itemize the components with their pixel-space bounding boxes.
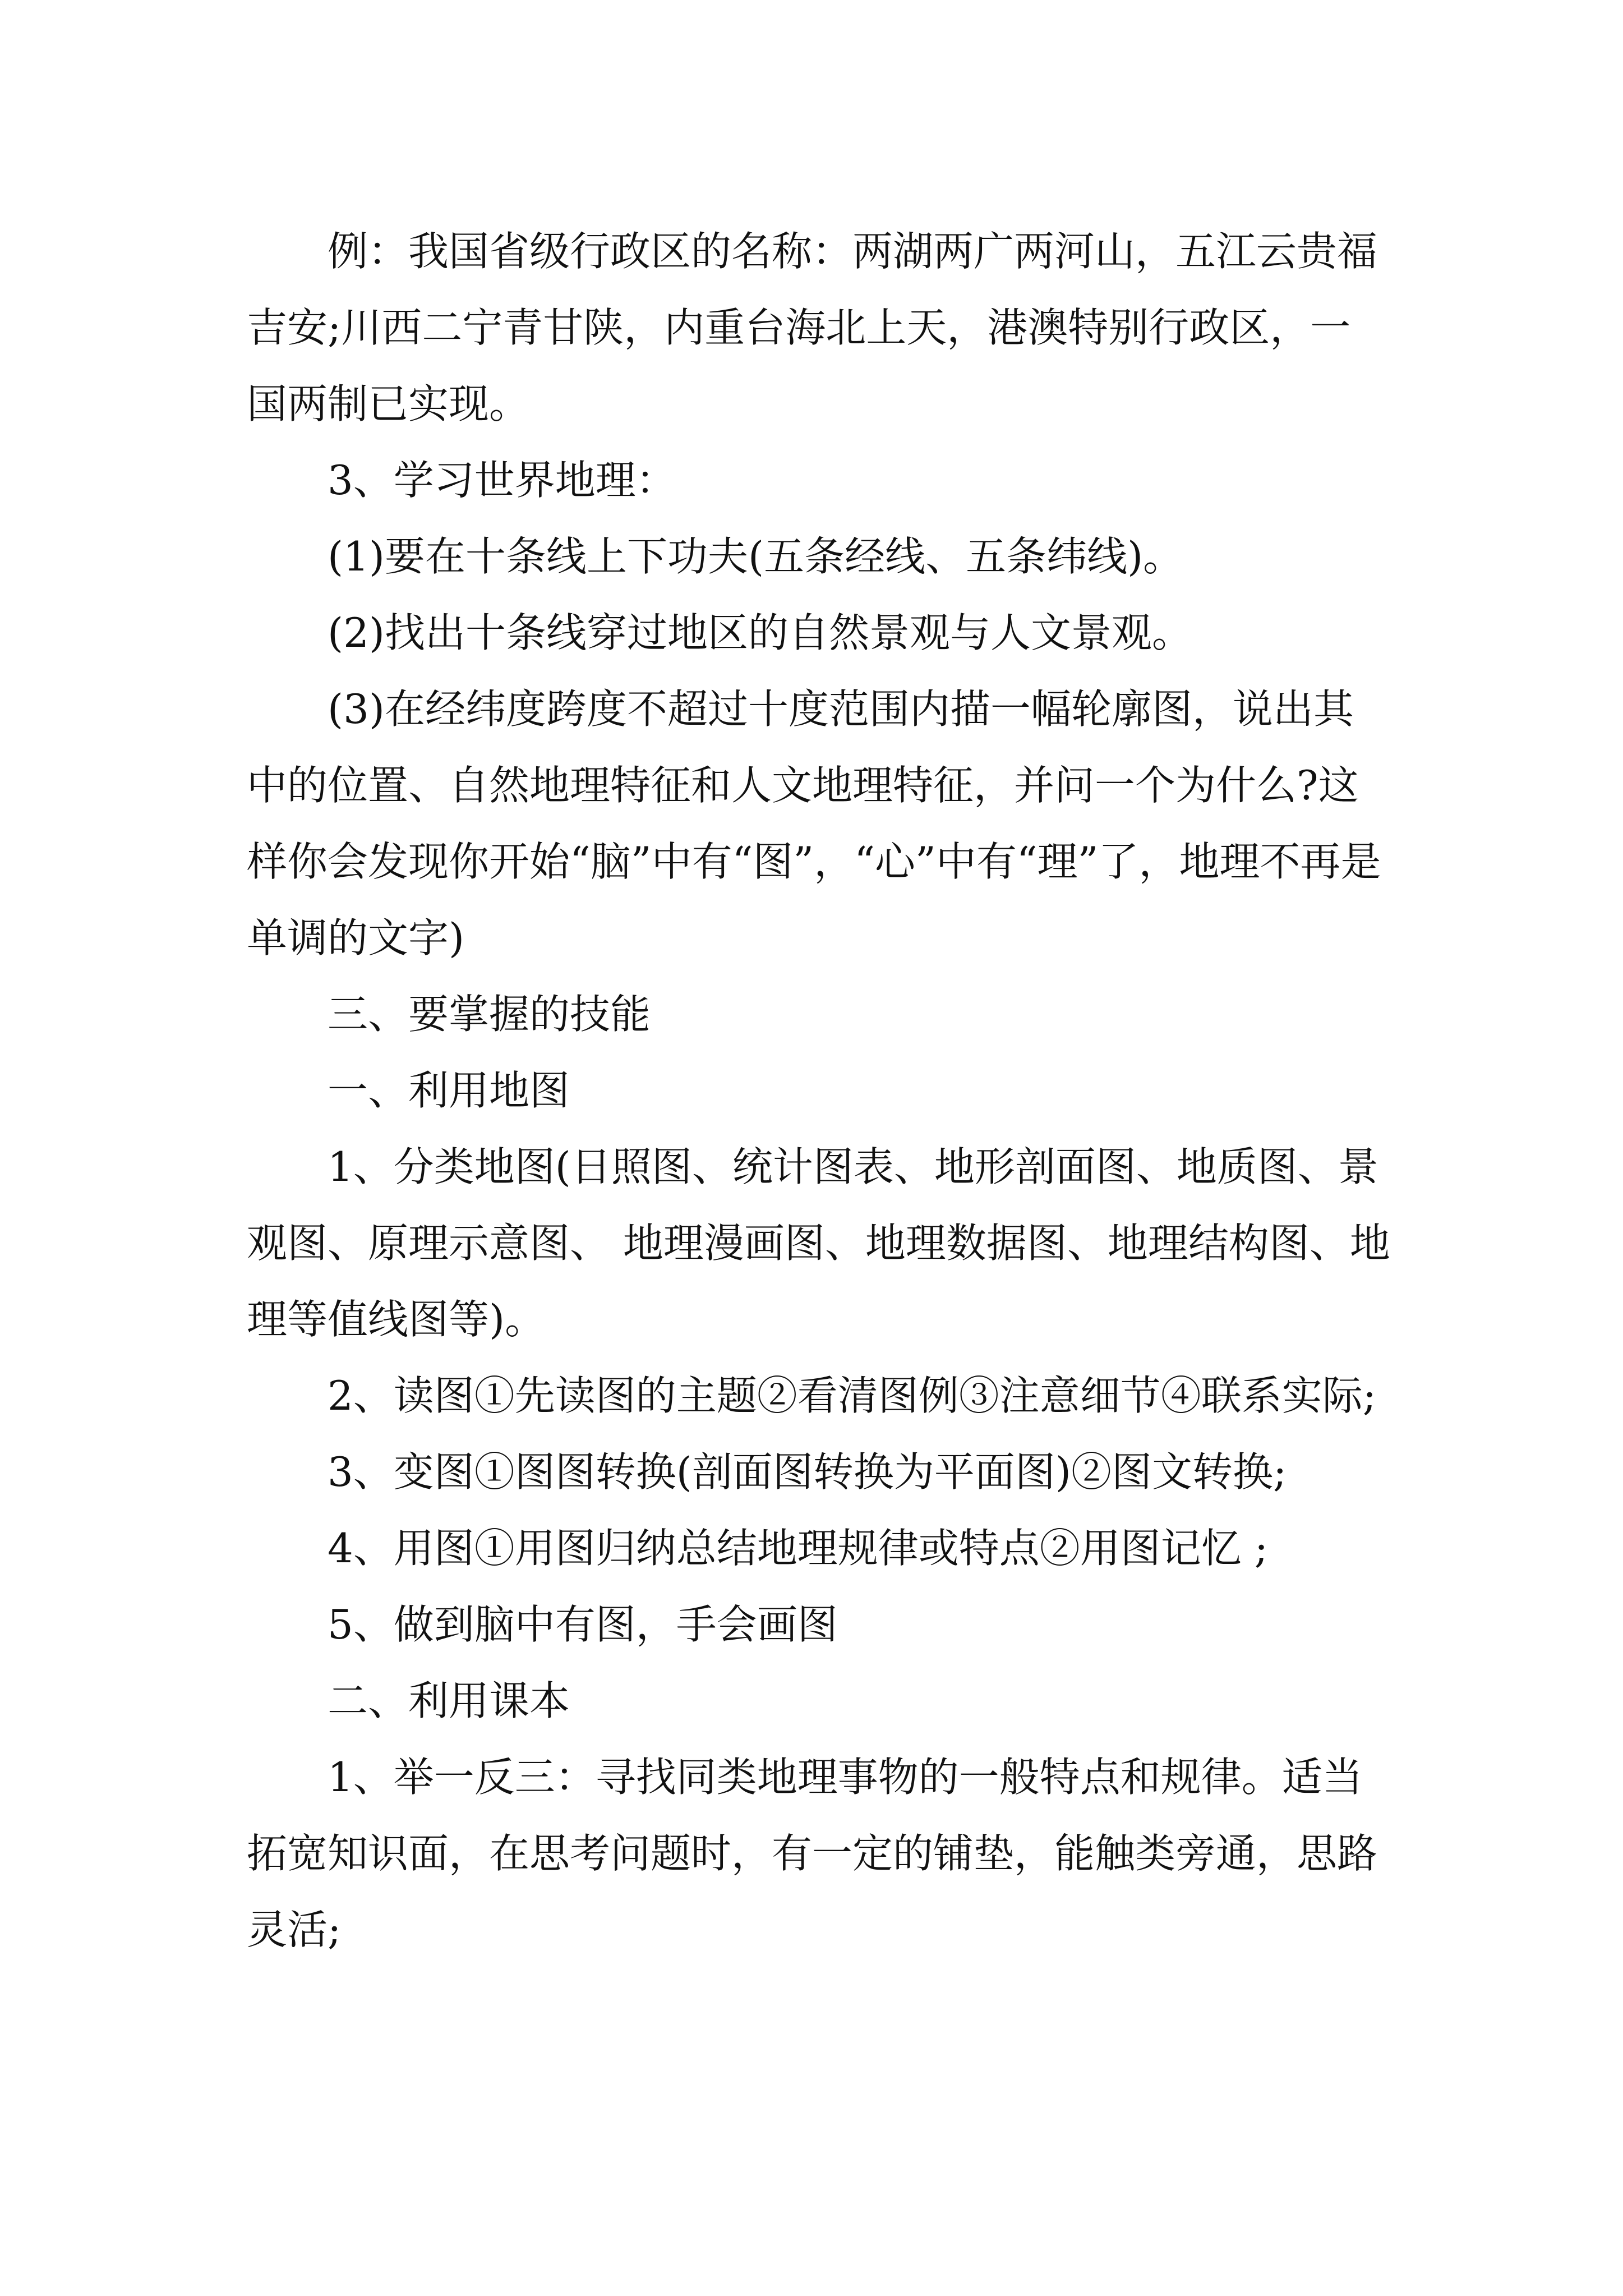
paragraph-skills-heading: 三、要掌握的技能 <box>328 991 651 1038</box>
paragraph-use-maps-heading: 一、利用地图 <box>328 1067 570 1114</box>
paragraph-outline-map: (3)在经纬度跨度不超过十度范围内描一幅轮廓图，说出其中的位置、自然地理特征和人文地理特征，并问一个为什么?这样你会发现你开始“脑”中有“图”，“心”中有“理”了，地理不再是单调的文字) <box>247 685 1381 961</box>
document-body <box>247 213 1391 1968</box>
paragraph-provinces-mnemonic: 例：我国省级行政区的名称：两湖两广两河山，五江云贵福吉安;川西二宁青甘陕，内重台海北上天，港澳特别行政区，一国两制已实现。 <box>247 228 1378 427</box>
paragraph-map-categories: 1、分类地图(日照图、统计图表、地形剖面图、地质图、景观图、原理示意图、 地理漫画图、地理数据图、地理结构图、地理等值线图等)。 <box>247 1143 1390 1343</box>
paragraph-apply-maps: 4、用图①用图归纳总结地理规律或特点②用图记忆 ; <box>328 1525 1268 1572</box>
paragraph-use-textbook-heading: 二、利用课本 <box>328 1677 570 1724</box>
paragraph-analogy: 1、举一反三：寻找同类地理事物的一般特点和规律。适当拓宽知识面，在思考问题时，有一定的铺垫，能触类旁通，思路灵活; <box>247 1754 1378 1953</box>
paragraph-draw-maps: 5、做到脑中有图，手会画图 <box>328 1601 838 1648</box>
paragraph-landscapes: (2)找出十条线穿过地区的自然景观与人文景观。 <box>328 609 1192 656</box>
paragraph-world-geography-heading: 3、学习世界地理： <box>328 457 676 504</box>
paragraph-read-maps: 2、读图①先读图的主题②看清图例③注意细节④联系实际; <box>328 1372 1377 1419</box>
paragraph-ten-lines: (1)要在十条线上下功夫(五条经线、五条纬线)。 <box>328 533 1184 580</box>
paragraph-transform-maps: 3、变图①图图转换(剖面图转换为平面图)②图文转换; <box>328 1448 1287 1496</box>
